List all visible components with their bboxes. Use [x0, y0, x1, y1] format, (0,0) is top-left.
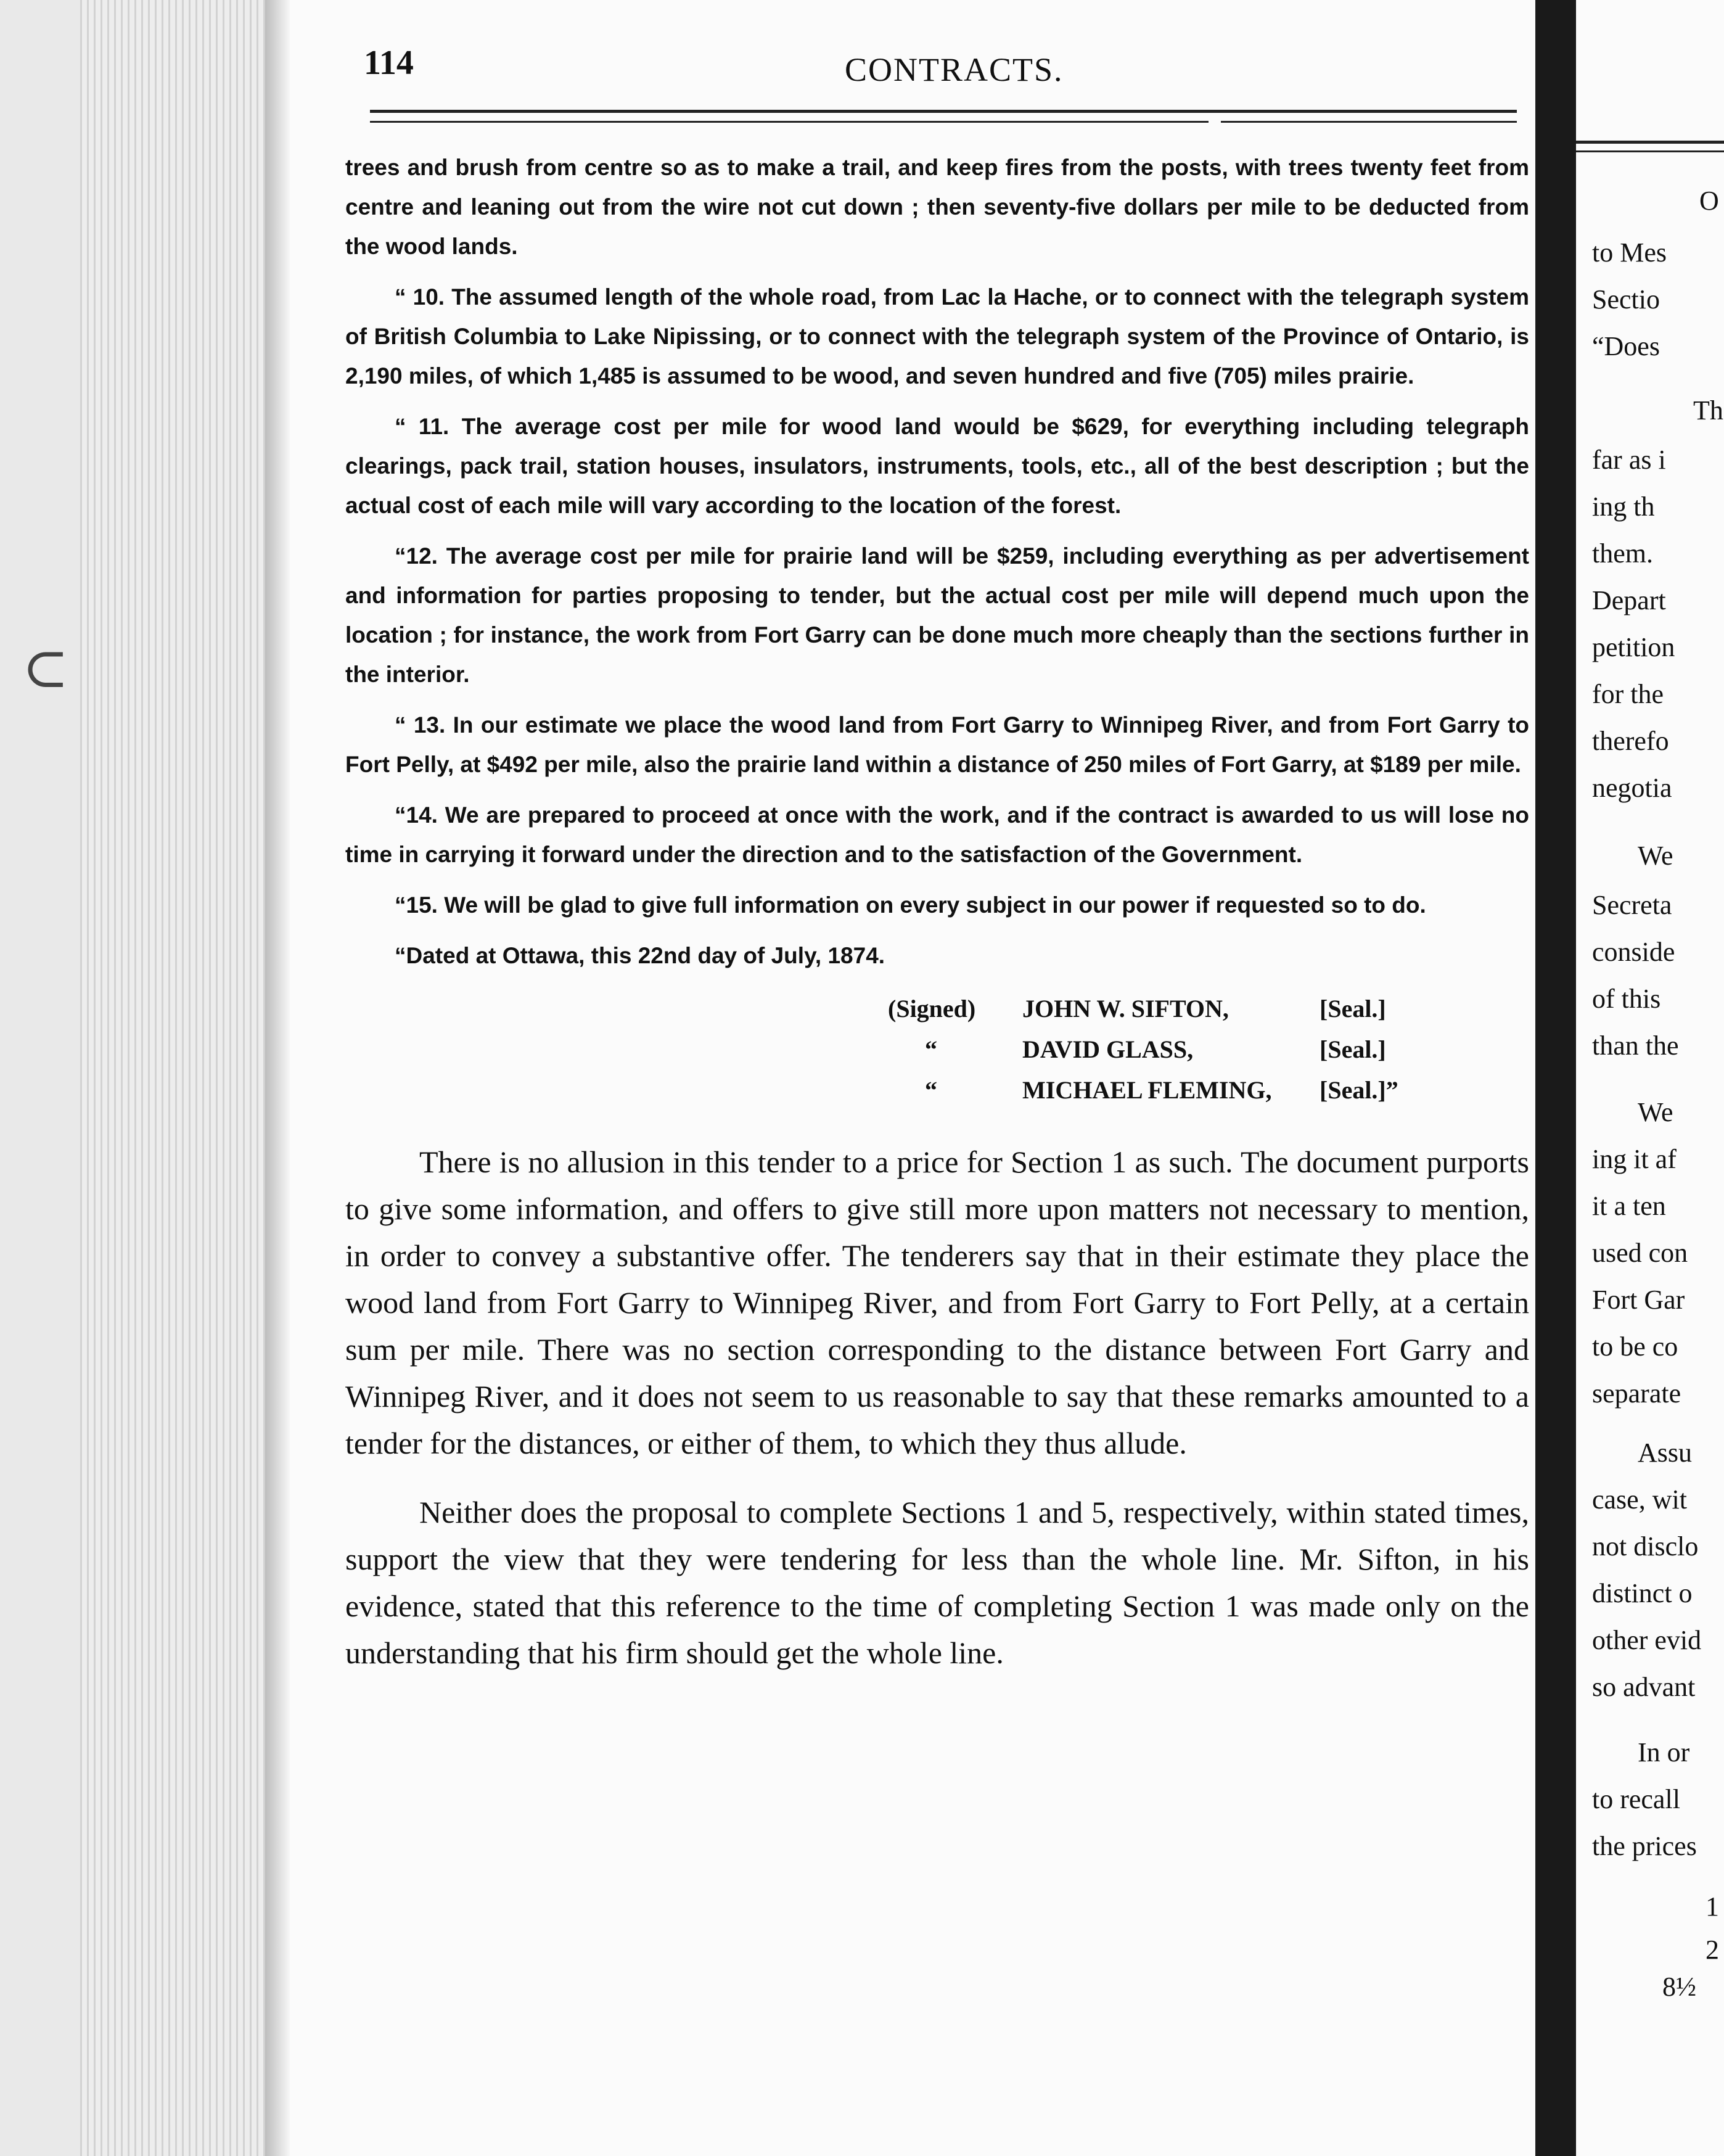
ditto-mark: “ — [925, 1076, 937, 1104]
facing-text: to recall — [1592, 1784, 1680, 1814]
facing-text: We — [1638, 1097, 1673, 1127]
signatory-name: MICHAEL FLEMING, — [1022, 1076, 1272, 1104]
tender-clause-continuation: trees and brush from centre so as to make a trail, and keep fires from the posts, with trees twenty feet from centre and leaning out from the wire not cut down ; then seventy-five dollars per mile to be deducted from the wood lands. — [345, 155, 1529, 259]
facing-text: it a ten — [1592, 1191, 1666, 1221]
signatory-name: JOHN W. SIFTON, — [1022, 995, 1229, 1022]
page-header — [364, 43, 1529, 99]
seal-label: [Seal.]” — [1320, 1076, 1398, 1104]
facing-text: 1 — [1706, 1891, 1719, 1922]
signature-row — [345, 1076, 1529, 1116]
facing-text: petition — [1592, 632, 1675, 662]
facing-text: separate — [1592, 1378, 1681, 1409]
signatory-name: DAVID GLASS, — [1022, 1035, 1194, 1063]
facing-text: distinct o — [1592, 1578, 1693, 1608]
facing-text: O — [1699, 186, 1719, 216]
page-stack-shadow — [265, 0, 290, 2156]
signed-label: (Signed) — [888, 995, 976, 1022]
ditto-mark: “ — [925, 1035, 937, 1063]
facing-text: the prices — [1592, 1831, 1697, 1861]
tender-clause-14: “14. We are prepared to proceed at once with the work, and if the contract is awarded to us will lose no time in carrying it forward under the direction and to the satisfaction of the Government. — [345, 802, 1529, 867]
tender-clause-10: “ 10. The assumed length of the whole road, from Lac la Hache, or to connect with the telegraph system of British Columbia to Lake Nipissing, or to connect with the telegraph system of the Province of Ontario, is 2,190 miles, of which 1,485 is assumed to be wood, and seven hundred and five (705) miles prairie. — [345, 284, 1529, 389]
facing-text: Fort Gar — [1592, 1285, 1685, 1315]
facing-text: of this — [1592, 984, 1661, 1014]
facing-text: We — [1638, 841, 1673, 871]
facing-text: 8½ — [1662, 1972, 1696, 2002]
tender-clause-12: “12. The average cost per mile for prairie land will be $259, including everything as per advertisement and information for parties proposing to tender, but the actual cost per mile will depend much upon the location ; for instance, the work from Fort Garry can be done much more cheaply than the sections further in the interior. — [345, 543, 1529, 687]
facing-page-rule — [1576, 150, 1724, 152]
facing-text: conside — [1592, 937, 1675, 967]
page-body — [345, 148, 1529, 1676]
header-rule-bottom-left — [370, 121, 1209, 123]
facing-text: to be co — [1592, 1331, 1678, 1362]
signature-row — [345, 1035, 1529, 1076]
commentary-paragraph: Neither does the proposal to complete Sections 1 and 5, respectively, within stated times, support the view that they were tendering for less than the whole line. Mr. Sifton, in his evidence, stated that this reference to the time of completing Section 1 was made only on the understanding that his firm should get the whole line. — [345, 1495, 1529, 1670]
facing-page-rule — [1576, 141, 1724, 144]
book-gutter — [1535, 0, 1576, 2156]
facing-text: Secreta — [1592, 890, 1672, 920]
facing-text: In or — [1638, 1737, 1690, 1767]
facing-text: other evid — [1592, 1625, 1702, 1655]
seal-label: [Seal.] — [1320, 1035, 1386, 1063]
facing-text: them. — [1592, 538, 1653, 569]
book-edge — [0, 0, 80, 2156]
facing-text: to Mes — [1592, 237, 1667, 268]
tender-clause-15: “15. We will be glad to give full information on every subject in our power if requested so to do. — [395, 892, 1426, 918]
facing-text: Th — [1693, 395, 1723, 426]
facing-text: not disclo — [1592, 1531, 1699, 1561]
facing-text: so advant — [1592, 1672, 1696, 1702]
facing-text: 2 — [1706, 1935, 1719, 1965]
page-stack-edges — [80, 0, 284, 2156]
facing-text: than the — [1592, 1031, 1679, 1061]
tender-clause-11: “ 11. The average cost per mile for wood land would be $629, for everything including telegraph clearings, pack trail, station houses, insulators, instruments, tools, etc., all of the best description ; but the actual cost of each mile will vary according to the location of the forest. — [345, 414, 1529, 518]
facing-text: therefo — [1592, 726, 1669, 756]
facing-text: Assu — [1638, 1438, 1693, 1468]
commentary-paragraph: There is no allusion in this tender to a price for Section 1 as such. The document purports to give some information, and offers to give still more upon matters not necessary to mention, in order to convey a substantive offer. The tenderers say that in their estimate they place the wood land from Fort Garry to Winnipeg River, and from Fort Garry to Fort Pelly, at a certain sum per mile. There was no section corresponding to the distance between Fort Garry and Winnipeg River, and it does not seem to us reasonable to say that these remarks amounted to a tender for the distances, or either of them, to which they thus allude. — [345, 1145, 1529, 1460]
facing-text: far as i — [1592, 445, 1666, 475]
header-rule-bottom-right — [1221, 121, 1517, 123]
facing-page-fragment — [1576, 0, 1724, 2156]
facing-text: ing it af — [1592, 1144, 1677, 1174]
facing-text: “Does — [1592, 331, 1660, 361]
dated-line: “Dated at Ottawa, this 22nd day of July, 1874. — [395, 943, 885, 968]
header-rule-top — [370, 110, 1517, 113]
facing-text: used con — [1592, 1238, 1688, 1268]
facing-text: negotia — [1592, 773, 1672, 803]
facing-text: for the — [1592, 679, 1664, 709]
running-title: CONTRACTS. — [845, 51, 1064, 88]
page-number: 114 — [364, 44, 414, 82]
seal-label: [Seal.] — [1320, 995, 1386, 1022]
margin-mark: ⊂ — [22, 638, 69, 699]
signature-row — [345, 994, 1529, 1035]
facing-text: ing th — [1592, 492, 1655, 522]
facing-text: Depart — [1592, 585, 1666, 615]
facing-text: Sectio — [1592, 284, 1660, 315]
facing-text: case, wit — [1592, 1484, 1687, 1515]
signature-block — [345, 994, 1529, 1116]
tender-clause-13: “ 13. In our estimate we place the wood land from Fort Garry to Winnipeg River, and from Fort Garry to Fort Pelly, at $492 per mile, also the prairie land within a distance of 250 miles of Fort Garry, at $189 per mile. — [345, 712, 1529, 777]
